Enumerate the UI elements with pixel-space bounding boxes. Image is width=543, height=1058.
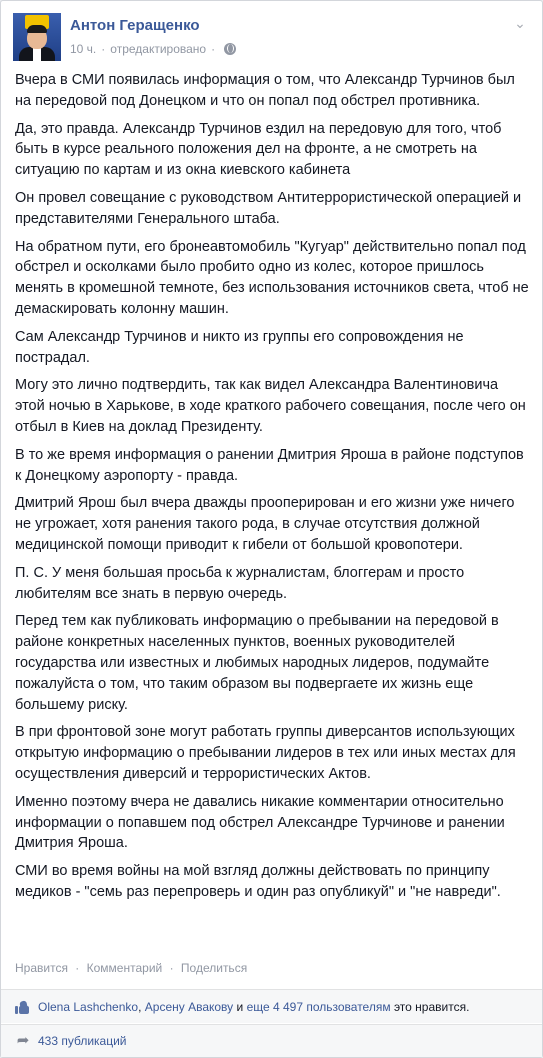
avatar[interactable]: [13, 13, 61, 61]
likes-and: и: [236, 1000, 244, 1014]
comment-link[interactable]: Комментарий: [86, 961, 163, 975]
paragraph: Сам Александр Турчинов и никто из группы его сопровождения не пострадал.: [15, 328, 464, 366]
avatar-shirt: [33, 47, 41, 61]
likes-suffix: это нравится.: [393, 1000, 470, 1014]
like-icon-cuff: [15, 1006, 18, 1014]
post-header: [13, 13, 530, 63]
paragraph: Могу это лично подтвердить, так как видел Александра Валентиновича этой ночью в Харькове, в ходе краткого рабочего совещания, после чего он отбыл в Киев на доклад Президенту.: [15, 377, 526, 435]
shares-row: [1, 1024, 542, 1057]
author-name[interactable]: Антон Геращенко: [70, 17, 200, 34]
share-link[interactable]: Поделиться: [180, 961, 248, 975]
paragraph: Да, это правда. Александр Турчинов ездил на передовую для того, чтоб быть в курсе реального положения дел на фронте, а не смотреть на ситуацию по картам и из окна киевского кабинета: [15, 120, 502, 179]
likes-row: [1, 989, 542, 1023]
edited-label[interactable]: отредактировано: [110, 42, 207, 56]
share-icon: ➦: [16, 1032, 30, 1049]
paragraph: П. С. У меня большая просьба к журналистам, блоггерам и просто любителям все знать в первую очередь.: [15, 564, 465, 602]
paragraph: Он провел совещание с руководством Антитеррористической операцией и представителями Генерального штаба.: [15, 189, 522, 227]
liker-name[interactable]: Арсену Авакову: [144, 1000, 234, 1014]
paragraph: Вчера в СМИ появилась информация о том, что Александр Турчинов был на передовой под Донецком и что он попал под обстрел противника.: [15, 72, 515, 109]
post-actions: [15, 961, 247, 975]
paragraph: На обратном пути, его бронеавтомобиль "Кугуар" действительно попал под обстрел и осколками было пробито одно из колес, которое пришлось менять в кромешной темноте, без использования источников света, чтоб не демаскировать колонну машин.: [15, 238, 529, 317]
likes-summary: [38, 1000, 469, 1014]
post-meta: [70, 42, 236, 56]
liker-name[interactable]: Olena Lashchenko: [38, 1000, 139, 1014]
globe-icon[interactable]: [224, 43, 236, 55]
action-separator: ·: [169, 961, 174, 975]
like-link[interactable]: Нравится: [15, 961, 68, 975]
shares-count[interactable]: 433 публикаций: [38, 1034, 127, 1048]
likes-comma: ,: [138, 1000, 142, 1014]
action-separator: ·: [75, 961, 80, 975]
paragraph: СМИ во время войны на мой взгляд должны действовать по принципу медиков - "семь раз перепроверь и один раз опубликуй" и "не навреди".: [15, 863, 501, 900]
avatar-hair: [27, 25, 47, 33]
like-icon: [15, 999, 31, 1015]
paragraph: Именно поэтому вчера не давались никакие комментарии относительно информации о попавшем под обстрел Александре Турчинове и ранении Дмитрия Яроша.: [15, 793, 505, 852]
paragraph: В при фронтовой зоне могут работать группы диверсантов использующих открытую информацию о пребывании лидеров в тех или иных местах для осуществления диверсий и террористических Актов.: [15, 724, 516, 782]
meta-separator: ·: [101, 42, 106, 56]
like-icon-hand: [19, 1006, 29, 1014]
post-body: [15, 70, 529, 910]
paragraph: Перед тем как публиковать информацию о пребывании на передовой в районе конкретных населенных пунктов, военных руководителей государства или известных и любимых народных лидеров, подумайте пожалуйста о том, что таким образом вы подвергаете их жизнь еще большему риску.: [15, 613, 499, 713]
meta-separator: ·: [211, 42, 216, 56]
paragraph: Дмитрий Ярош был вчера дважды прооперирован и его жизни уже ничего не угрожает, хотя ранения такого рода, в случае отсутствия должной медицинской помощи приводит к гибели от большой кровопотери.: [15, 495, 515, 553]
other-likers-link[interactable]: еще 4 497 пользователям: [246, 1000, 391, 1014]
paragraph: В то же время информация о ранении Дмитрия Яроша в районе подступов к Донецкому аэропорту - правда.: [15, 446, 524, 484]
post-time[interactable]: 10 ч.: [70, 42, 97, 56]
chevron-down-icon[interactable]: ⌄: [514, 15, 526, 31]
